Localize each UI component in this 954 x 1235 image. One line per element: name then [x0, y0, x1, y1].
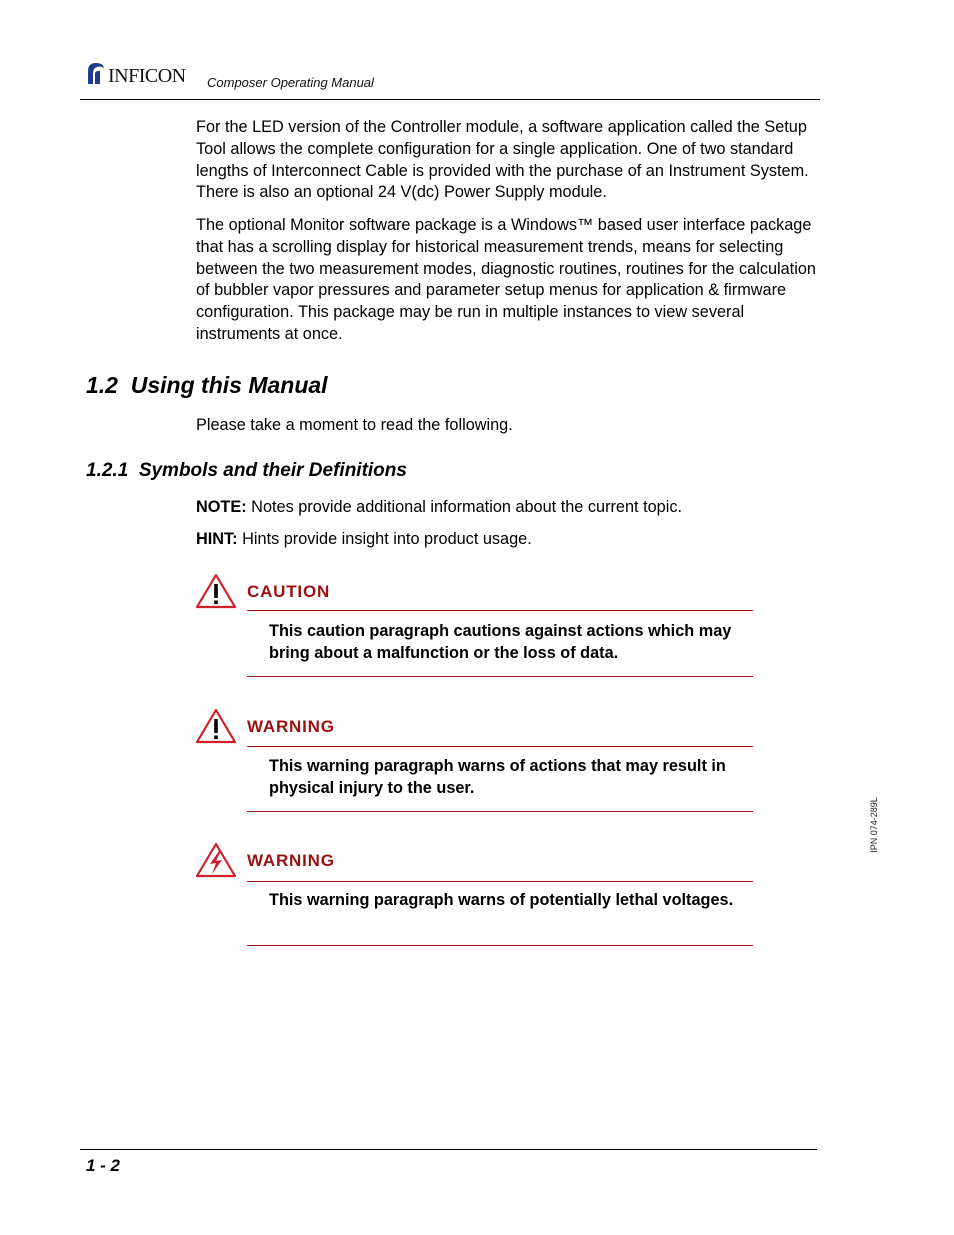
- note-label: NOTE:: [196, 498, 247, 516]
- section-heading: 1.2 Using this Manual: [86, 372, 328, 398]
- warning-bottom-rule: [247, 811, 753, 812]
- caution-title: CAUTION: [247, 582, 331, 601]
- document-title: Composer Operating Manual: [207, 75, 374, 90]
- paragraph-setup-tool: For the LED version of the Controller module, a software application called the Setup Tool allows the complete configuration for a single application. One of two standard lengths of Interconnect Cable is provided with the purchase of an Instrument System. There is also an optional 24 V(dc) Power Supply module.: [196, 118, 809, 202]
- caution-text: This caution paragraph cautions against actions which may bring about a malfunction or the loss of data.: [269, 622, 732, 662]
- note-definition: [196, 498, 682, 517]
- voltage-warning-top-rule: [247, 881, 753, 882]
- ipn-label: IPN 074-289L: [869, 797, 879, 853]
- warning-icon: [195, 708, 237, 744]
- caution-bottom-rule: [247, 676, 753, 677]
- warning-top-rule: [247, 746, 753, 747]
- warning-text: This warning paragraph warns of actions that may result in physical injury to the user.: [269, 757, 726, 797]
- hint-definition: [196, 530, 532, 549]
- voltage-warning-title: WARNING: [247, 851, 335, 870]
- inficon-mark-icon: [84, 60, 106, 86]
- inficon-logo: [84, 60, 186, 86]
- hint-label: HINT:: [196, 530, 238, 548]
- section-intro: Please take a moment to read the following.: [196, 416, 513, 434]
- paragraph-monitor-software: The optional Monitor software package is a Windows™ based user interface package that has a scrolling display for historical measurement trends, means for selecting between the two measurement modes, diagnostic routines, routines for the calculation of bubbler vapor pressures and parameter setup menus for application & firmware configuration. This package may be run in multiple instances to view several instruments at once.: [196, 216, 816, 343]
- caution-top-rule: [247, 610, 753, 611]
- warning-title: WARNING: [247, 717, 335, 736]
- footer-rule: [80, 1149, 817, 1150]
- voltage-warning-bottom-rule: [247, 945, 753, 946]
- voltage-warning-text: This warning paragraph warns of potentially lethal voltages.: [269, 891, 734, 909]
- lightning-warning-icon: [195, 842, 237, 878]
- hint-text: Hints provide insight into product usage.: [237, 530, 532, 548]
- logo-text: INFICON: [108, 65, 186, 87]
- note-text: Notes provide additional information about the current topic.: [246, 498, 682, 516]
- caution-icon: [195, 573, 237, 609]
- subsection-heading: 1.2.1 Symbols and their Definitions: [86, 460, 407, 481]
- header-rule: [80, 99, 820, 100]
- page-number: 1 - 2: [86, 1156, 121, 1175]
